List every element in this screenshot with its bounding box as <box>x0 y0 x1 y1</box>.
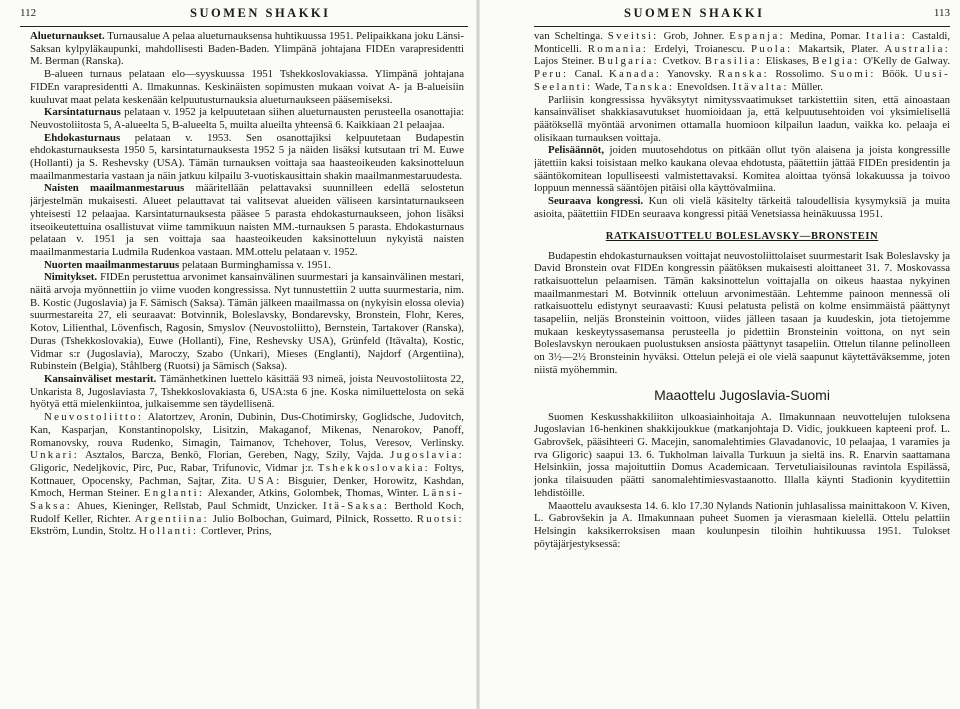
country-label: Puola: <box>751 42 793 55</box>
left-page <box>0 0 472 709</box>
country-label: Romania: <box>587 42 649 55</box>
paragraph <box>30 30 464 68</box>
right-page-number: 113 <box>933 7 950 19</box>
names-text: Grob, Johner. <box>663 30 725 42</box>
paragraph-text: Parliisin kongressissa hyväksytyt nimityssvaatimukset tarkistettiin siten, että ainoastaan kansainväliset shakkiasavutukset huomioidaan ja, että kelpuutusehtoiden voi yksimielisellä päätöksellä myöntää arvonimen ottamalla huomioon kilpailun laadun, vaikka ko. pelaaja ei olisikaan turnauksen voittaja. <box>534 93 950 144</box>
paragraph-text: pelataan v. 1953. Sen osanottajiksi kelpuutetaan Budapestin ehdokasturnauksesta 1950 5, karsintaturnauksesta 1952 5 ja näiden lisäksi kutsutaan tri M. Euwe (Hollanti) ja S. Reshevsky (USA). Tämän turnauksen voittaja saa haasteoikeuden kaksinotteluun maailmanmestaria vastaan ja näin jatkuu kilpailu 3-vuotiskausittain shakin maailmanmestaruudesta. <box>30 131 464 182</box>
run-in-heading: Pelisäännöt, <box>548 144 605 157</box>
paragraph-text: pelataan Burminghamissa v. 1951. <box>181 258 331 271</box>
names-text: Alatortzev, Aronin, Dubinin, Dus-Chotimirsky, Goglidsche, Judovitch, Kan, Kasparjan, Konstantinopolsky, Lisitzin, Makaganof, Mikenas, Nenarokov, Panoff, Romanovsky, rouva Rudenko, Simagin, Taimanov, Tchehover, Tolus, Veresov, Verlinsky. <box>30 411 464 449</box>
country-label: Unkari: <box>30 449 80 462</box>
country-label: Itä-Saksa: <box>323 500 390 513</box>
country-label: Espanja: <box>729 30 785 42</box>
country-label: Peru: <box>534 68 569 81</box>
country-label: Uusi-Seelanti: <box>534 68 950 93</box>
section-heading: Maaottelu Jugoslavia-Suomi <box>654 386 830 403</box>
names-text: Cortlever, Prins, <box>200 525 272 538</box>
left-text-column <box>30 30 464 705</box>
names-text: van Scheltinga. <box>534 30 603 42</box>
names-text: Asztalos, Barcza, Benkö, Florian, Gereben, Nagy, Szily, Vajda. <box>84 449 384 462</box>
names-text: Cvetkov. <box>662 55 702 68</box>
paragraph <box>534 144 950 195</box>
run-in-heading: Karsintaturnaus <box>44 106 121 119</box>
run-in-heading: Seuraava kongressi. <box>548 195 644 208</box>
right-page <box>484 0 960 709</box>
country-label: Suomi: <box>830 68 876 81</box>
names-text: Berthold Koch, Rudolf Keller, Richter. <box>30 500 464 525</box>
masters-list-continued <box>534 30 950 94</box>
paragraph <box>534 195 950 220</box>
run-in-heading: Ehdokasturnaus <box>44 131 121 144</box>
country-label: Englanti: <box>143 487 205 500</box>
run-in-heading: Naisten maailmanmestaruus <box>44 182 185 195</box>
paragraph <box>30 182 464 258</box>
names-text: Wade, <box>595 80 623 93</box>
country-label: Australia: <box>884 42 950 55</box>
names-text: Rossolimo. <box>775 68 825 81</box>
run-in-heading: Nimitykset. <box>44 271 98 284</box>
left-running-head <box>20 4 468 27</box>
country-label: Tshekkoslovakia: <box>317 461 430 474</box>
country-label: Bulgaria: <box>597 55 659 68</box>
paragraph <box>30 373 464 411</box>
country-label: Jugoslavia: <box>390 449 464 462</box>
names-text: Enevoldsen. <box>676 80 731 93</box>
right-running-title: SUOMEN SHAKKI <box>624 6 765 20</box>
names-text: Alexander, Atkins, Golombek, Thomas, Winter. <box>207 487 419 500</box>
section-heading: RATKAISUOTTELU BOLESLAVSKY—BRONSTEIN <box>605 230 879 242</box>
paragraph: Maaottelu avauksesta 14. 6. klo 17.30 Nylands Nationin juhlasalissa mainittakoon V. Kiven, L. Gabrovšekin ja A. Ilmakunnaan puheet Suomen ja vierasmaan kielellä. Ottelu pelattiin Helsingin kaksikerroksisen maan koulunpesin tiloihin huhtikuussa 1951. Tulokset pöytäjärjestyksessä: <box>534 499 950 550</box>
names-text: Ekström, Lundin, Stoltz. <box>30 525 137 538</box>
names-text: Castaldi, Monticelli. <box>534 30 950 55</box>
run-in-heading: Nuorten maailmanmestaruus <box>44 258 180 271</box>
names-text: Makartsik, Plater. <box>798 42 879 55</box>
paragraph-text: Kun oli vielä käsitelty tärkeitä taloudellisia kysymyksiä ja muita asioita, päätettiin FIDEn seuraava kongressi pitää Venetsiassa heinäkuussa 1951. <box>534 195 950 220</box>
paragraph-text: joiden muutosehdotus on pitkään ollut työn alaisena ja joista kongressille jätettiin kaksi toisistaan melko kaukana olevaa ehdotusta, päätettiin jättää FIDEn presidentin ja sääntökomitean lopulliseesti valmistettavaksi. Komitea aloittaa työnsä lokakuussa ja toivoo loppuun mennessä sääntöjen pitäisi olla käyttövalmiina. <box>534 144 950 195</box>
paragraph-text: Turnausalue A pelaa alueturnauksensa huhtikuussa 1951. Pelipaikkana joku Länsi-Saksan kylpyläkaupunki, mahdollisesti Baden-Baden. Ylimpänä johtajana FIDEn varapresidentti M. Berman (Ranska). <box>30 30 464 68</box>
names-text: Bisguier, Denker, Horowitz, Kashdan, Kmoch, Herman Steiner. <box>30 474 464 500</box>
country-label: Hollanti: <box>139 525 199 538</box>
names-text: Ahues, Kieninger, Rellstab, Paul Schmidt, Unzicker. <box>76 500 318 513</box>
country-label: Kanada: <box>608 68 662 81</box>
paragraph <box>30 106 464 131</box>
paragraph-text: pelataan v. 1952 ja kelpuutetaan siihen alueturnausten perusteella osanottajia: Neuvostoliitosta 5, A-alueelta 5, B-alueelta 5, muilta alueilta yhteensä 6. Kaikkiaan 21 pelaajaa. <box>30 106 464 131</box>
masters-list-paragraph <box>30 411 464 538</box>
paragraph <box>30 132 464 183</box>
paragraph-text: Tämänhetkinen luettelo käsittää 93 nimeä, joista Neuvostoliitosta 22, Unkarista 8, Jugoslaviasta 7, Tshekkoslovakiasta 6, USA:sta 6 jne. Koska nimiluettelosta on sekä hyötyä että mielenkiintoa, julkaisemme sen täydellisenä. <box>30 372 464 411</box>
paragraph-text: B-alueen turnaus pelataan elo—syyskuussa 1951 Tshekkoslovakiassa. Ylimpänä johtajana FIDEn varapresidentti A. Ilmakunnas. Keskinäisten sopimusten mukaan voivat A- ja B-alueisiin kuuluvat maat pelata keskenään kelpuutusturnauksia alueturnaukseen pääsemiseksi. <box>30 68 464 106</box>
paragraph: Budapestin ehdokasturnauksen voittajat neuvostoliittolaiset suurmestarit Isak Boleslavsky ja David Bronstein ovat FIDEn kongressin päätöksen mukaisesti aloittaneet 31. 7. Moskovassa ratkaisuottelun pelaamisen. Tämän kaksinottelun voittajalla on oikeus haastaa nykyinen maailmanmestari M. Botvinnik otteluun arvonimestään. Lehtemme painoon mennessä oli ratkaisuottelu edistynyt seuraavasti: Kuusi pelatusta pelistä on kolme ensimmäistä päättynyt tasapeliin, neljäs Bronsteinin voittoon, viides jälleen tasaan ja kuudeskin, jota tietojemme mukaan keskeytyssasemansa perusteella jo pidettiin Bronsteinin voittona, on nyt sein Boleslavskyn neroukaen puolustuksen ansiosta päättynyt tasapeliin. Ottelun tilanne pelinolleen on 3½—2½ Bronsteinin hyväksi. Ottelun pelejä ei ole vielä saapunut käytettäväksemme, joten niistä myöhemmin. <box>534 249 950 376</box>
names-text: O'Kelly de Galway. <box>863 55 950 68</box>
run-in-heading: Alueturnaukset. <box>30 30 105 42</box>
names-text: Lajos Steiner. <box>534 55 595 68</box>
country-label: USA: <box>247 474 282 487</box>
paragraph <box>30 259 464 272</box>
names-text: Eliskases, <box>765 55 809 68</box>
names-text: Julio Bolbochan, Guimard, Pilnick, Rossetto. <box>212 512 413 525</box>
country-label: Belgia: <box>812 55 860 68</box>
country-label: Länsi-Saksa: <box>30 487 464 513</box>
paragraph <box>534 94 950 145</box>
country-label: Brasilia: <box>704 55 763 68</box>
right-running-head <box>534 4 950 27</box>
run-in-heading: Kansainväliset mestarit. <box>44 372 157 385</box>
country-label: Ranska: <box>718 68 769 81</box>
paragraph <box>30 68 464 106</box>
country-label: Italia: <box>865 30 907 42</box>
book-spine <box>476 0 480 709</box>
names-text: Erdelyi, Troianescu. <box>654 42 745 55</box>
country-label: Itävalta: <box>732 80 789 93</box>
names-text: Foltys, Kottnauer, Opocensky, Pachman, Sajtar, Zita. <box>30 461 464 487</box>
names-text: Medina, Pomar. <box>789 30 861 42</box>
right-text-column <box>534 30 950 705</box>
names-text: Müller. <box>791 80 824 93</box>
country-label: Tanska: <box>624 80 675 93</box>
names-text: Yanovsky. <box>667 68 712 81</box>
paragraph <box>30 271 464 373</box>
country-label: Argentiina: <box>134 512 209 525</box>
names-text: Canal. <box>574 68 603 81</box>
country-label: Sveitsi: <box>607 30 659 42</box>
country-label: Neuvostoliitto: <box>44 411 144 424</box>
left-page-number: 112 <box>20 7 37 19</box>
paragraph-text: määritellään pelattavaksi suunnilleen edellä selostetun järjestelmän mukaisesti. Alueet pelauttavat tai valitsevat alueiden väliseen karsintaturnaukseen yhteisesti 12 pelaajaa. Karsintaturnauksesta pääsee 5 parasta ehdokasturnaukseen, johon lisäksi itseoikeutettuina osallistuvat viime tammikuun naisten MM.-turnauksen 5 parasta. Ehdokasturnaus pelataan v. 1951 ja sen voittaja saa haasteoikeuden kaksinotteluun nykyistä naisten maailmanmestaria Ludmila Rudenkoa vastaan. MM.ottelu pelataan v. 1952. <box>30 182 464 258</box>
country-label: Ruotsi: <box>416 512 464 525</box>
paragraph-text: FIDEn perustettua arvonimet kansainvälinen suurmestari ja kansainvälinen mestari, näitä arvoja myönnettiin jo viime vuoden kongressissa. Nyt tunnustettiin 2 uutta suurmestaria, nim. B. Kostic (Jugoslavia) ja F. Sämisch (Saksa). Tämän jälkeen maailmassa on (nykyisin elossa olevia) suurmestareita 27, eli seuraavat: Botvinnik, Boleslavsky, Bondarevsky, Bronstein, Flohr, Keres, Kotov, Lilienthal, Lövenfisch, Ragosin, Smyslov (Neuvostoliitto), Bernstein, Tartakover (Ranska), Duras (Tshekkoslovakia), Euwe (Hollanti), Fine, Reshevsky USA), Grünfeld (Itävalta), Kostic, Vidmar s:r (Jugoslavia), Maroczy, Szabo (Unkari), Mieses (Englanti), Najdorf (Argentiina), Rubinstein (Belgia), Ståhlberg (Ruotsi) ja Sämisch (Saksa). <box>30 271 464 373</box>
names-text: Böök. <box>882 68 909 81</box>
paragraph: Suomen Keskusshakkiliiton ulkoasiainhoitaja A. Ilmakunnaan neuvottelujen tuloksena Jugoslavian 16-henkinen shakkijoukkue (matkanjohtaja D. Vidic, joukkueen kapteeni prof. L. Gabrovšek, pääsihteeri G. Macejin, sanomalehtimies Glavadanovic, 10 pelaajaa, 1 varamies ja rva Gligoric) saapui 13. 6. Tukholman laivalla Turkuun ja sieltä ins. R. Enarvin saattamana Helsinkiin, jossa majoituttiin Domus Academicaan. Tervetuliaisilounas ravintola Espilässä, jonka tilaisuuden päätti sanomalehtimiesvastaanotto. Illalla käynti Stadionin kyyditettiin lehdistöille. <box>534 410 950 499</box>
names-text: Gligoric, Nedeljkovic, Pirc, Puc, Rabar, Trifunovic, Vidmar j:r. <box>30 461 314 474</box>
left-running-title: SUOMEN SHAKKI <box>190 6 331 20</box>
